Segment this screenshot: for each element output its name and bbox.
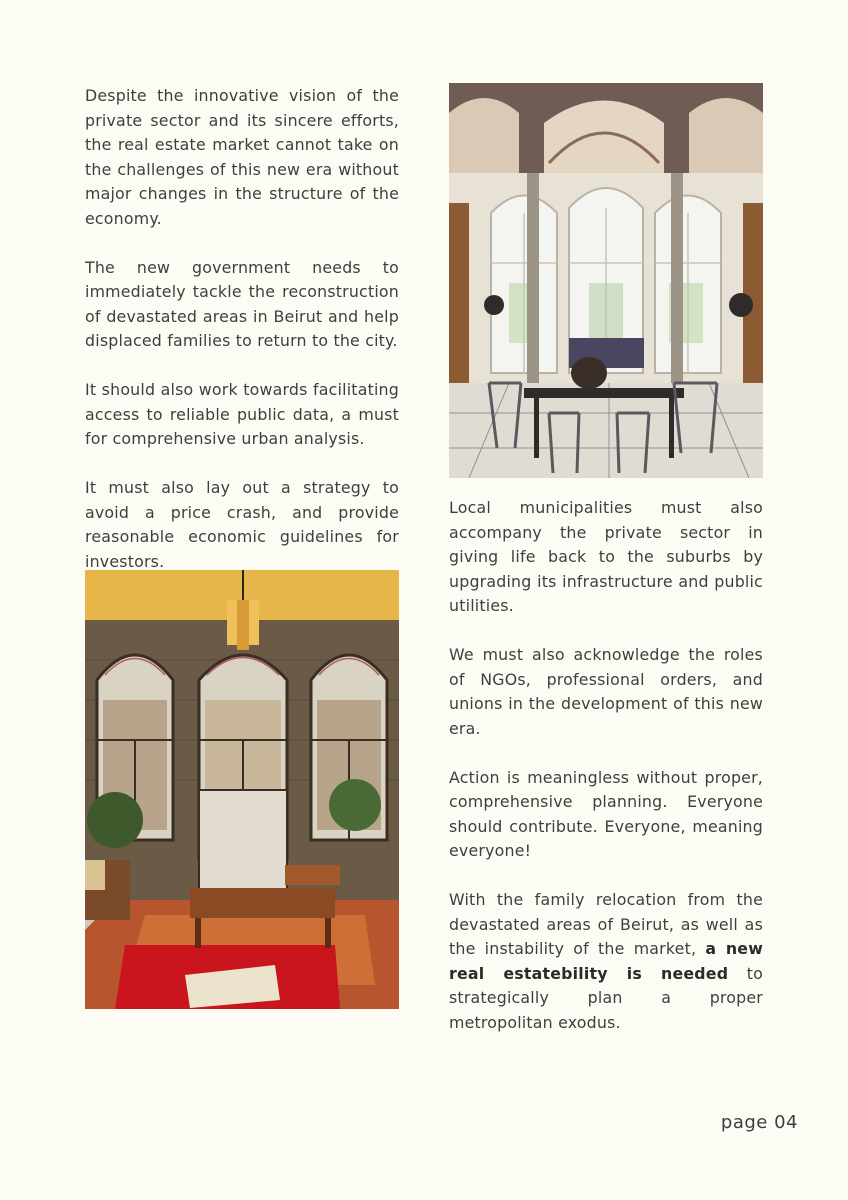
page-number: page 04: [720, 1112, 798, 1133]
paragraph: [449, 888, 763, 1035]
paragraph: Action is meaningless without proper, comprehensive planning. Everyone should contribute. Everyone, meaning everyone!: [449, 767, 763, 860]
right-text-column: [449, 496, 763, 1035]
paragraph: It must also lay out a strategy to avoid a price crash, and provide reasonable economic guidelines for investors.: [85, 478, 399, 571]
living-room-triple-window-photo: [85, 570, 399, 1009]
paragraph: Despite the innovative vision of the private sector and its sincere efforts, the real estate market cannot take on the challenges of this new era without major changes in the structure of the economy.: [85, 86, 399, 228]
bold-emphasis: a new real estatebility is needed: [449, 939, 763, 983]
left-text-column: [85, 84, 399, 574]
paragraph-text: to strategically plan a proper metropolitan exodus.: [449, 963, 764, 1032]
paragraph: We must also acknowledge the roles of NGOs, professional orders, and unions in the development of this new era.: [449, 645, 763, 738]
paragraph: Local municipalities must also accompany the private sector in giving life back to the suburbs by upgrading its infrastructure and public utilities.: [449, 498, 763, 615]
paragraph: It should also work towards facilitating access to reliable public data, a must for comprehensive urban analysis.: [85, 380, 399, 448]
paragraph-text: With the family relocation from the devastated areas of Beirut, as well as the instability of the market,: [449, 890, 763, 958]
interior-arched-windows-photo: [449, 83, 763, 478]
paragraph: The new government needs to immediately tackle the reconstruction of devastated areas in Beirut and help displaced families to return to the city.: [85, 257, 399, 350]
